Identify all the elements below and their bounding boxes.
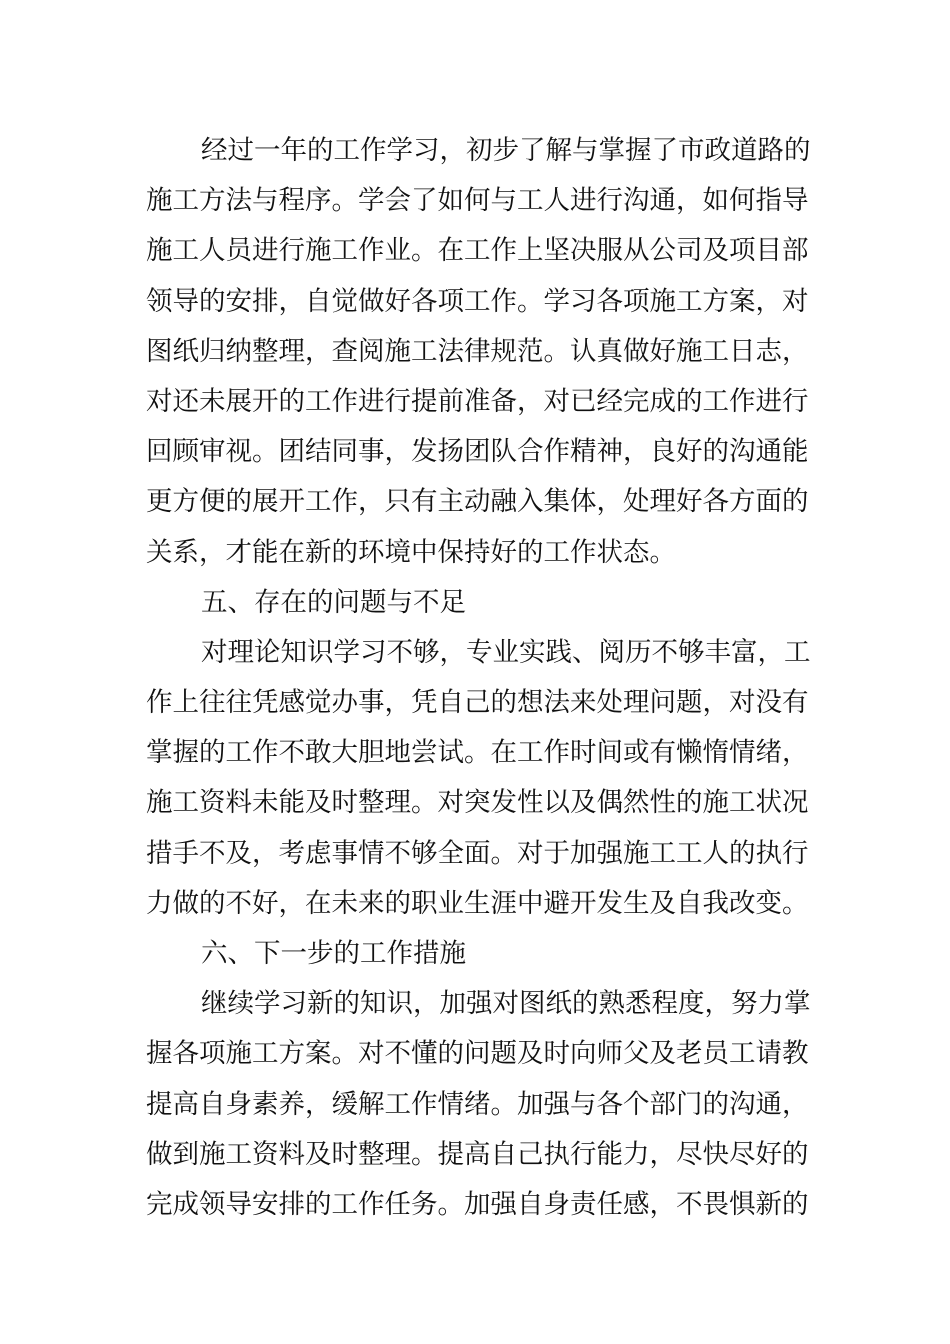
text-line: 经过一年的工作学习，初步了解与掌握了市政道路的: [201, 135, 811, 166]
text-line: 做到施工资料及时整理。提高自己执行能力，尽快尽好的: [146, 1138, 809, 1170]
text-line: 措手不及，考虑事情不够全面。对于加强施工工人的执行: [146, 837, 809, 869]
text-line: 图纸归纳整理，查阅施工法律规范。认真做好施工日志，: [146, 335, 809, 367]
text-line: 对还未展开的工作进行提前准备，对已经完成的工作进行: [146, 385, 809, 417]
section-heading: 五、存在的问题与不足: [201, 586, 466, 618]
text-line: 握各项施工方案。对不懂的问题及时向师父及老员工请教: [146, 1038, 809, 1070]
text-line: 对理论知识学习不够，专业实践、阅历不够丰富，工: [201, 636, 811, 668]
document-body: [146, 126, 811, 1230]
text-line: 施工资料未能及时整理。对突发性以及偶然性的施工状况: [146, 787, 809, 819]
text-line: 提高自身素养，缓解工作情绪。加强与各个部门的沟通，: [146, 1088, 809, 1120]
text-line: 领导的安排，自觉做好各项工作。学习各项施工方案，对: [146, 285, 809, 317]
section-heading: 六、下一步的工作措施: [201, 938, 466, 969]
text-line: 完成领导安排的工作任务。加强自身责任感，不畏惧新的: [146, 1188, 809, 1220]
text-line: 施工人员进行施工作业。在工作上坚决服从公司及项目部: [146, 235, 809, 267]
text-line: 关系，才能在新的环境中保持好的工作状态。: [146, 536, 676, 568]
text-line: 更方便的展开工作，只有主动融入集体，处理好各方面的: [146, 486, 809, 518]
text-line: 作上往往凭感觉办事，凭自己的想法来处理问题，对没有: [146, 687, 809, 719]
text-line: 继续学习新的知识，加强对图纸的熟悉程度，努力掌: [201, 988, 811, 1020]
text-line: 掌握的工作不敢大胆地尝试。在工作时间或有懒惰情绪，: [146, 737, 809, 769]
text-line: 回顾审视。团结同事，发扬团队合作精神，良好的沟通能: [146, 436, 809, 468]
text-line: 施工方法与程序。学会了如何与工人进行沟通，如何指导: [146, 185, 809, 217]
text-line: 力做的不好，在未来的职业生涯中避开发生及自我改变。: [146, 887, 809, 919]
